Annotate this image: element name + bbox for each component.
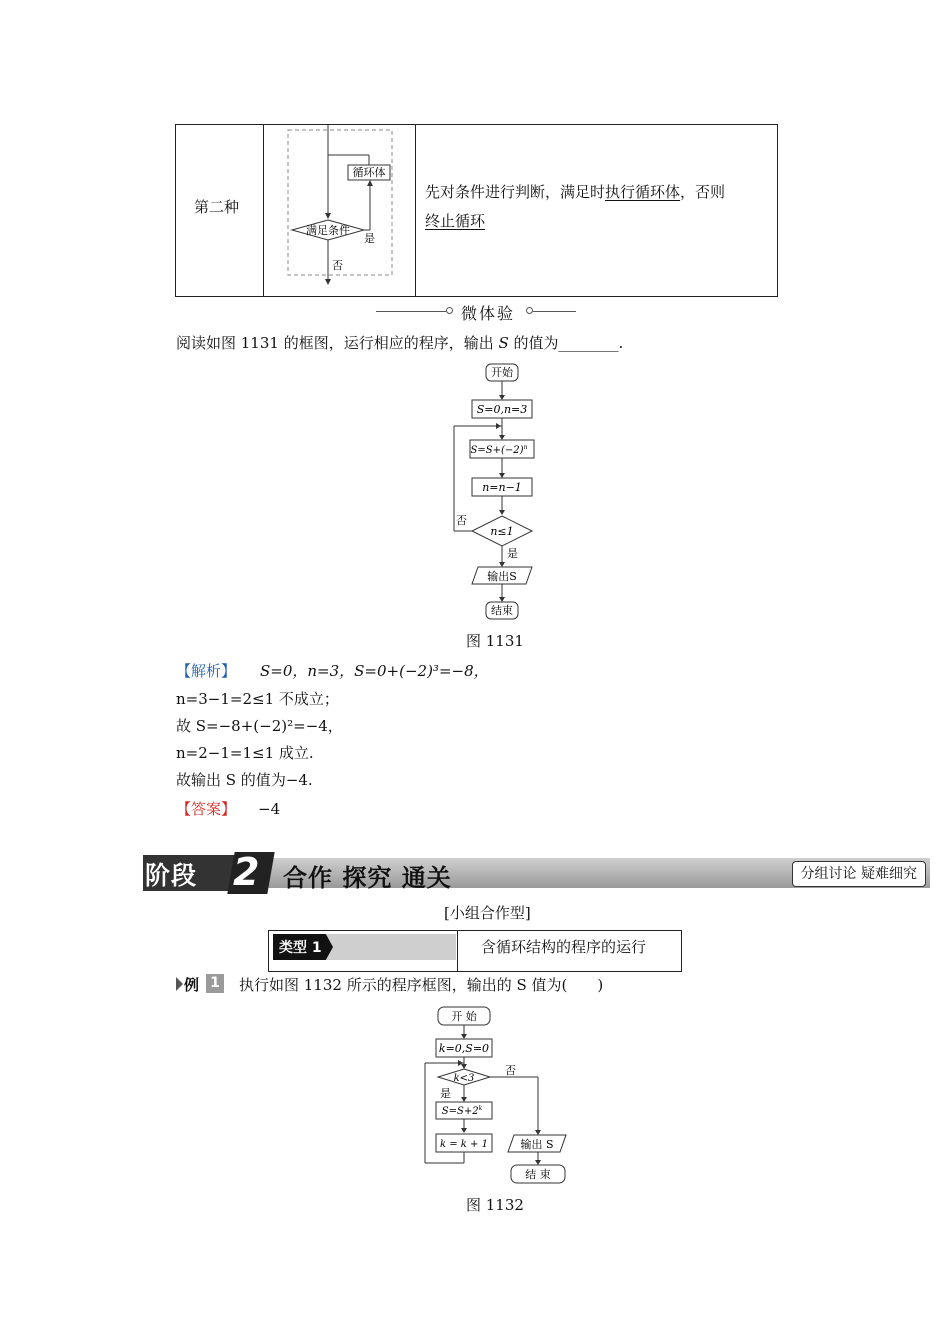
flow2-no-label: 否 — [505, 1064, 516, 1077]
flow2-condition-text: k<3 — [453, 1073, 475, 1084]
analysis-line-1: S=0，n=3，S=0+(−2)³=−8， — [260, 662, 489, 680]
triangle-right-icon — [176, 977, 183, 991]
example-word: 例 — [184, 976, 200, 994]
flow1-start-text: 开始 — [491, 366, 513, 379]
no-label: 否 — [332, 259, 343, 272]
arrow-head — [325, 213, 331, 219]
stage-2-banner — [143, 852, 930, 894]
flow2-increment-text: k = k + 1 — [440, 1139, 488, 1150]
flow1-output-text: 输出S — [487, 570, 517, 583]
question-1: 阅读如图 1131 的框图，运行相应的程序，输出 S 的值为________. — [176, 334, 624, 352]
flow2-init-text: k=0,S=0 — [438, 1042, 490, 1055]
flow1-update-text: $S=S+(-2)^n$ — [470, 444, 528, 456]
banner-tag: 分组讨论 疑难细究 — [792, 861, 926, 887]
flowchart-1131 — [440, 360, 570, 625]
type-badge-text: 类型 1 — [279, 940, 322, 956]
flow1-decrement-text: n=n−1 — [482, 481, 522, 494]
analysis-line-2: n=3−1=2≤1 不成立； — [176, 690, 339, 708]
example-1-text: 执行如图 1132 所示的程序框图，输出的 S 值为( ) — [239, 976, 604, 994]
answer-value: −4 — [258, 800, 281, 818]
banner-title: 合作 探究 通关 — [283, 864, 452, 892]
group-type-label: [小组合作型] — [444, 904, 531, 922]
analysis-line-3: 故 S=−8+(−2)²=−4， — [176, 717, 343, 735]
type-1-bar — [268, 930, 682, 972]
answer-label: 【答案】 — [176, 800, 237, 818]
flow1-condition-text: n≤1 — [490, 525, 514, 538]
flow1-end-text: 结束 — [491, 604, 513, 617]
micro-experience-header — [376, 301, 576, 321]
dashed-frame — [288, 130, 392, 275]
flow2-update-text: $S=S+2^k$ — [441, 1105, 483, 1117]
flow1-no-label: 否 — [456, 514, 467, 527]
yes-label: 是 — [364, 232, 375, 245]
loop-body-text: 循环体 — [352, 166, 386, 179]
flow1-init-text: S=0,n=3 — [476, 403, 528, 416]
analysis-line-5: 故输出 S 的值为−4. — [176, 771, 313, 789]
while-loop-diagram — [264, 125, 414, 295]
example-number: 1 — [206, 974, 224, 993]
micro-title: 微体验 — [461, 304, 516, 323]
flow2-end-text: 结 束 — [525, 1168, 551, 1181]
desc-line-2: 终止循环 — [425, 212, 486, 230]
kind-label: 第二种 — [194, 198, 240, 216]
flow2-output-text: 输出 S — [520, 1138, 554, 1151]
figure-1131-caption: 图 1131 — [466, 632, 524, 650]
table-cell-description — [416, 125, 777, 296]
table-cell-kind — [176, 125, 264, 296]
type-badge — [273, 934, 456, 960]
type-title: 含循环结构的程序的运行 — [481, 938, 647, 956]
table-cell-diagram — [264, 125, 416, 296]
figure-1132-caption: 图 1132 — [466, 1196, 524, 1214]
flow2-yes-label: 是 — [440, 1087, 451, 1100]
analysis-line-4: n=2−1=1≤1 成立. — [176, 744, 314, 762]
flowchart-1132 — [420, 1004, 580, 1189]
flow2-start-text: 开 始 — [451, 1010, 477, 1023]
condition-text: 满足条件 — [306, 224, 350, 237]
banner-stage-number: 2 — [233, 850, 260, 894]
loop-structure-table-row — [175, 124, 778, 297]
banner-stage-text: 阶段 — [145, 861, 198, 890]
desc-line-1: 先对条件进行判断，满足时执行循环体，否则 — [425, 183, 726, 201]
analysis-label: 【解析】 — [176, 662, 237, 680]
flow1-yes-label: 是 — [507, 547, 518, 560]
